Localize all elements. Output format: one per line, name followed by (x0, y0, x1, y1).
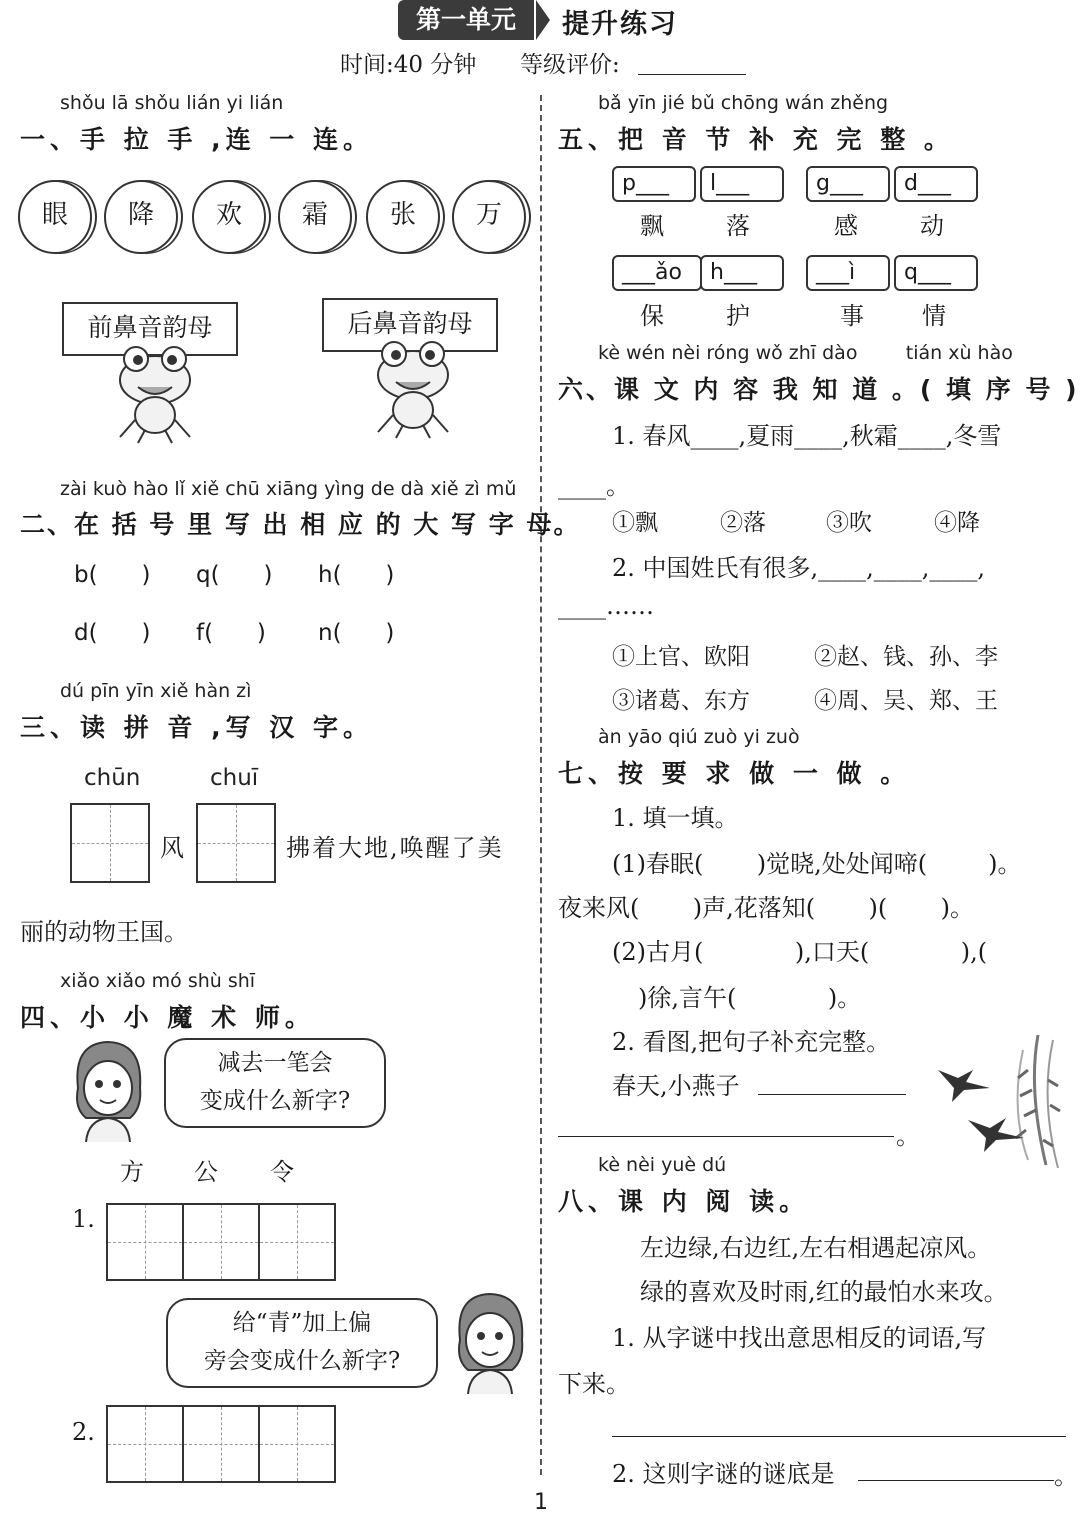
writing-box-1a[interactable] (106, 1203, 184, 1281)
char-qing: 情 (922, 302, 946, 330)
s6-q2-opt2: ②赵、钱、孙、李 (814, 644, 998, 670)
page-number: 1 (534, 1490, 548, 1515)
s7-title: 七、按 要 求 做 一 做 。 (558, 759, 911, 788)
poem-line-1: 左边绿,右边红,左右相遇起凉风。 (640, 1234, 992, 1262)
syllable-box-dong[interactable]: d___ (894, 166, 978, 202)
pinyin-chui: chuī (210, 765, 259, 791)
word-fang: 方 (120, 1158, 144, 1186)
s8-q2-blank[interactable] (858, 1480, 1054, 1481)
s7-q2-blank1[interactable] (758, 1094, 906, 1095)
s8-q2-end: 。 (1054, 1462, 1078, 1490)
char-hu: 护 (726, 302, 750, 330)
s3-sentence: 拂着大地,唤醒了美 (286, 834, 504, 862)
writing-box-2a[interactable] (106, 1405, 184, 1483)
answer-n[interactable]: n( ) (318, 620, 395, 646)
s6-q1-cont: ____。 (558, 472, 630, 500)
grade-blank[interactable] (638, 74, 746, 75)
speech-bubble-2 (166, 1298, 438, 1388)
s8-q2: 2. 这则字谜的谜底是 (612, 1460, 835, 1488)
s1-pinyin: shǒu lā shǒu lián yi lián (60, 92, 284, 114)
pinyin-chun: chūn (84, 765, 141, 791)
s8-q1-blank[interactable] (612, 1436, 1066, 1437)
syllable-box-gan[interactable]: g___ (806, 166, 890, 202)
s4-pinyin: xiǎo xiǎo mó shù shī (60, 970, 256, 992)
frog-icon (100, 345, 210, 445)
s3-title: 三、读 拼 音 ,写 汉 字。 (20, 713, 374, 742)
char-shi: 事 (840, 302, 864, 330)
bubble2-line2: 旁会变成什么新字? (203, 1348, 401, 1374)
s7-q1-c: (2)古月( ),口天( ),( (612, 938, 988, 966)
s6-q2-cont: ____…… (558, 592, 654, 620)
row-number-1: 1. (72, 1205, 95, 1233)
speech-bubble-1 (164, 1038, 386, 1128)
bubble1-line1: 减去一笔会 (217, 1050, 333, 1076)
s3-sentence-cont: 丽的动物王国。 (20, 918, 188, 946)
syllable-box-shi[interactable]: ___ì (806, 255, 890, 291)
sign-front-nasal[interactable]: 前鼻音韵母 (62, 302, 238, 356)
grade-label: 等级评价: (520, 52, 620, 78)
word-gong: 公 (194, 1158, 218, 1186)
flower-char-3[interactable]: 欢 (192, 180, 266, 254)
s6-q2: 2. 中国姓氏有很多,____,____,____, (612, 554, 986, 582)
s7-pinyin: àn yāo qiú zuò yi zuò (598, 726, 800, 748)
badge-arrow (536, 0, 550, 40)
writing-box-chui[interactable] (196, 803, 276, 883)
s8-pinyin: kè nèi yuè dú (598, 1154, 727, 1176)
syllable-box-luo[interactable]: l___ (700, 166, 784, 202)
char-piao: 飘 (640, 212, 664, 240)
s6-q1-opt3: ③吹 (826, 510, 872, 536)
writing-box-2b[interactable] (182, 1405, 260, 1483)
writing-box-1c[interactable] (258, 1203, 336, 1281)
s7-q2-end: 。 (896, 1122, 920, 1150)
flower-char-1[interactable]: 眼 (18, 180, 92, 254)
char-dong: 动 (920, 212, 944, 240)
syllable-box-bao[interactable]: ___ǎo (612, 255, 702, 291)
s6-q2-opt3: ③诸葛、东方 (612, 688, 750, 714)
swallow-willow-icon (928, 1030, 1068, 1170)
frog-icon (358, 340, 468, 440)
flower-char-4[interactable]: 霜 (278, 180, 352, 254)
sign-back-nasal[interactable]: 后鼻音韵母 (322, 298, 498, 352)
girl-avatar (68, 1038, 148, 1142)
syllable-box-piao[interactable]: p___ (612, 166, 696, 202)
s7-q2: 2. 看图,把句子补充完整。 (612, 1028, 891, 1056)
s6-pinyin: kè wén nèi róng wǒ zhī dào tián xù hào (598, 342, 1013, 364)
page-title: 提升练习 (562, 9, 678, 40)
flower-char-5[interactable]: 张 (366, 180, 440, 254)
answer-f[interactable]: f( ) (196, 620, 266, 646)
s7-q2-text: 春天,小燕子 (612, 1072, 740, 1100)
unit-badge: 第一单元 (398, 0, 534, 40)
s2-pinyin: zài kuò hào lǐ xiě chū xiāng yìng de dà xiě zì mǔ (60, 478, 517, 500)
column-divider (540, 95, 542, 1475)
poem-line-2: 绿的喜欢及时雨,红的最怕水来攻。 (640, 1278, 1008, 1306)
syllable-box-hu[interactable]: h___ (700, 255, 784, 291)
s5-title: 五、把 音 节 补 充 完 整 。 (558, 125, 954, 154)
flower-char-2[interactable]: 降 (104, 180, 178, 254)
s7-q1: 1. 填一填。 (612, 804, 739, 832)
girl-avatar (450, 1290, 530, 1394)
s6-q1: 1. 春风____,夏雨____,秋霜____,冬雪 (612, 422, 1002, 450)
s6-q2-opt4: ④周、吴、郑、王 (814, 688, 998, 714)
row-number-2: 2. (72, 1418, 95, 1446)
s8-q1-cont: 下来。 (558, 1370, 630, 1398)
s5-pinyin: bǎ yīn jié bǔ chōng wán zhěng (598, 92, 889, 114)
s6-q1-opt1: ①飘 (612, 510, 658, 536)
s8-title: 八、课 内 阅 读。 (558, 1187, 810, 1216)
char-gan: 感 (834, 212, 858, 240)
s7-q2-blank2[interactable] (558, 1136, 894, 1137)
writing-box-2c[interactable] (258, 1405, 336, 1483)
char-feng: 风 (160, 834, 184, 862)
flower-char-6[interactable]: 万 (452, 180, 526, 254)
char-luo: 落 (726, 212, 750, 240)
s7-q1-b: 夜来风( )声,花落知( )( )。 (558, 894, 975, 922)
writing-box-chun[interactable] (70, 803, 150, 883)
s6-title: 六、课 文 内 容 我 知 道 。( 填 序 号 ) (558, 375, 1080, 404)
s6-q2-opt1: ①上官、欧阳 (612, 644, 750, 670)
bubble2-line1: 给“青”加上偏 (232, 1310, 372, 1336)
word-ling: 令 (270, 1158, 294, 1186)
answer-d[interactable]: d( ) (74, 620, 151, 646)
s3-pinyin: dú pīn yīn xiě hàn zì (60, 680, 252, 702)
time-label: 时间:40 分钟 (340, 52, 477, 78)
answer-b[interactable]: b( ) (74, 562, 151, 588)
s8-q1: 1. 从字谜中找出意思相反的词语,写 (612, 1324, 987, 1352)
s7-q1-d: )徐,言午( )。 (638, 984, 862, 1012)
s4-title: 四、小 小 魔 术 师。 (20, 1003, 315, 1032)
writing-box-1b[interactable] (182, 1203, 260, 1281)
bubble1-line2: 变成什么新字? (199, 1088, 351, 1114)
s7-q1-a: (1)春眠( )觉晓,处处闻啼( )。 (612, 850, 1022, 878)
answer-q[interactable]: q( ) (196, 562, 273, 588)
s6-q1-opt4: ④降 (934, 510, 980, 536)
char-bao: 保 (640, 302, 664, 330)
syllable-box-qing[interactable]: q___ (894, 255, 978, 291)
s1-title: 一、手 拉 手 ,连 一 连。 (20, 125, 374, 154)
s6-q1-opt2: ②落 (720, 510, 766, 536)
answer-h[interactable]: h( ) (318, 562, 395, 588)
s2-title: 二、在 括 号 里 写 出 相 应 的 大 写 字 母。 (20, 510, 581, 539)
